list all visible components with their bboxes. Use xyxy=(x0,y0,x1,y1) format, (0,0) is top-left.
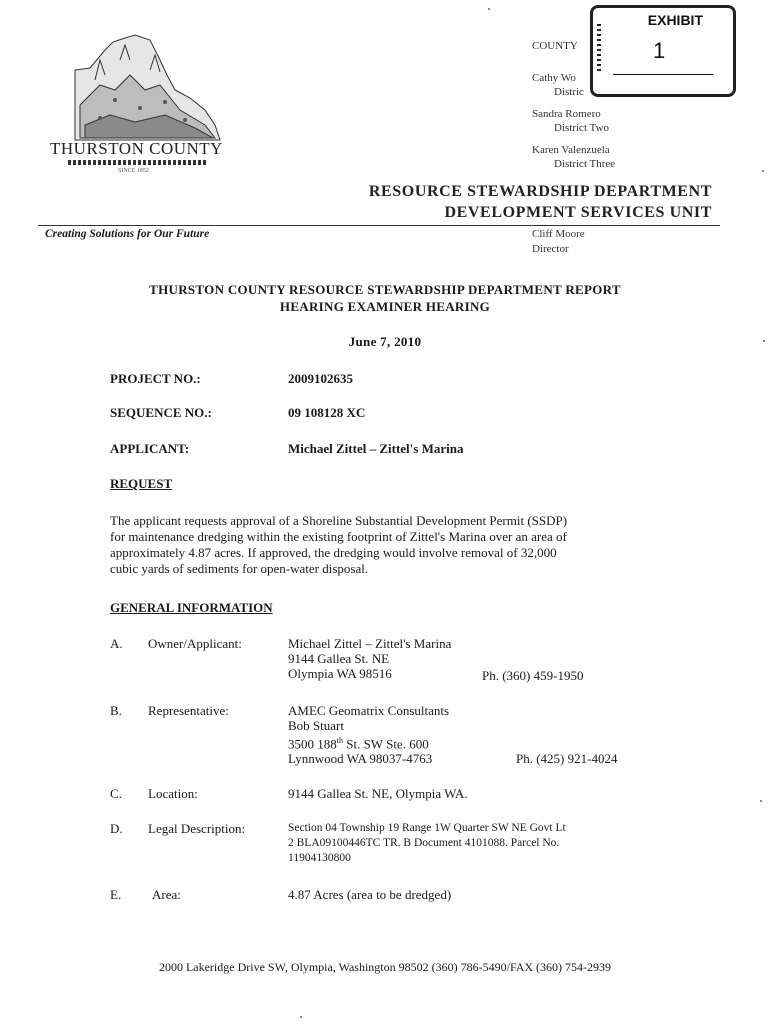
request-heading: REQUEST xyxy=(110,476,173,491)
commissioners-heading: COUNTY xyxy=(532,40,578,52)
area-value: 4.87 Acres (area to be dredged) xyxy=(288,887,452,902)
exhibit-number: 1 xyxy=(653,38,666,63)
location-value: 9144 Gallea St. NE, Olympia WA. xyxy=(288,786,468,801)
request-line: The applicant requests approval of a Shoreline Substantial Development Permit (SSDP) xyxy=(110,513,568,528)
representative-company: AMEC Geomatrix Consultants xyxy=(288,703,450,718)
location-label: Location: xyxy=(148,786,198,801)
legal-line: 11904130800 xyxy=(288,852,351,864)
department-name: RESOURCE STEWARDSHIP DEPARTMENT xyxy=(368,183,712,200)
tagline: Creating Solutions for Our Future xyxy=(45,228,210,240)
scan-speck xyxy=(488,8,490,10)
director-name: Cliff Moore xyxy=(532,228,585,240)
representative-city: Lynnwood WA 98037-4763 xyxy=(288,751,433,767)
stamp-edge xyxy=(597,24,601,74)
legal-letter: D. xyxy=(110,821,123,836)
general-information-heading: GENERAL INFORMATION xyxy=(110,600,273,615)
commissioner-district: District Two xyxy=(554,122,609,134)
representative-street xyxy=(288,733,449,751)
footer-address: 2000 Lakeridge Drive SW, Olympia, Washington 98502 (360) 786-5490/FAX (360) 754-2939 xyxy=(158,960,612,974)
area-label: Area: xyxy=(152,887,181,902)
legal-description xyxy=(288,821,650,866)
exhibit-stamp xyxy=(590,5,736,97)
legal-label: Legal Description: xyxy=(148,821,246,836)
scan-speck xyxy=(762,170,764,172)
owner-city: Olympia WA 98516 xyxy=(288,666,392,681)
project-number-value: 2009102635 xyxy=(288,371,353,386)
county-name: THURSTON COUNTY xyxy=(50,139,223,158)
unit-name: DEVELOPMENT SERVICES UNIT xyxy=(444,204,712,221)
street-number: 3500 188 xyxy=(288,736,337,752)
scan-speck xyxy=(763,340,765,342)
representative-contact: Bob Stuart xyxy=(288,718,344,733)
commissioner-name: Cathy Wo xyxy=(532,72,576,84)
owner-letter: A. xyxy=(110,636,123,651)
logo-rule xyxy=(68,160,208,165)
location-letter: C. xyxy=(110,786,122,801)
request-line: approximately 4.87 acres. If approved, the dredging would involve removal of 32,000 xyxy=(110,545,557,560)
owner-phone: Ph. (360) 459-1950 xyxy=(482,668,584,683)
ordinal-suffix: th xyxy=(336,736,343,745)
request-line: cubic yards of sediments for open-water disposal. xyxy=(110,561,369,576)
commissioner-name: Sandra Romero xyxy=(532,108,601,120)
representative-details xyxy=(288,703,449,766)
commissioner-district: Distric xyxy=(554,86,584,98)
director-title: Director xyxy=(532,243,569,255)
since-text: SINCE 1852 xyxy=(118,168,149,174)
exhibit-label: EXHIBIT xyxy=(647,12,703,28)
exhibit-number-line xyxy=(613,74,713,75)
owner-details xyxy=(288,636,451,681)
street-rest: St. SW Ste. 600 xyxy=(342,736,429,752)
report-title: THURSTON COUNTY RESOURCE STEWARDSHIP DEPARTMENT REPORT xyxy=(149,282,621,297)
commissioner-name: Karen Valenzuela xyxy=(532,144,610,156)
representative-phone: Ph. (425) 921-4024 xyxy=(516,751,618,766)
representative-label: Representative: xyxy=(148,703,229,718)
request-paragraph xyxy=(110,513,650,577)
header-rule xyxy=(38,225,720,226)
applicant-value: Michael Zittel – Zittel's Marina xyxy=(288,441,464,456)
representative-letter: B. xyxy=(110,703,122,718)
owner-street: 9144 Gallea St. NE xyxy=(288,651,390,666)
request-line: for maintenance dredging within the existing footprint of Zittel's Marina over an area of xyxy=(110,529,567,544)
owner-label: Owner/Applicant: xyxy=(148,636,242,651)
owner-name: Michael Zittel – Zittel's Marina xyxy=(288,636,452,651)
project-number-label: PROJECT NO.: xyxy=(110,371,201,386)
area-letter: E. xyxy=(110,887,122,902)
commissioner-district: District Three xyxy=(554,158,616,170)
scan-speck xyxy=(760,800,762,802)
scan-speck xyxy=(300,1016,302,1018)
report-date: June 7, 2010 xyxy=(348,334,422,349)
legal-line: Section 04 Township 19 Range 1W Quarter SW NE Govt Lt xyxy=(288,822,566,834)
report-subtitle: HEARING EXAMINER HEARING xyxy=(279,299,491,314)
sequence-number-label: SEQUENCE NO.: xyxy=(110,405,212,420)
applicant-label: APPLICANT: xyxy=(110,441,190,456)
legal-line: 2 BLA09100446TC TR. B Document 4101088. Parcel No. xyxy=(288,837,560,849)
sequence-number-value: 09 108128 XC xyxy=(288,405,366,420)
